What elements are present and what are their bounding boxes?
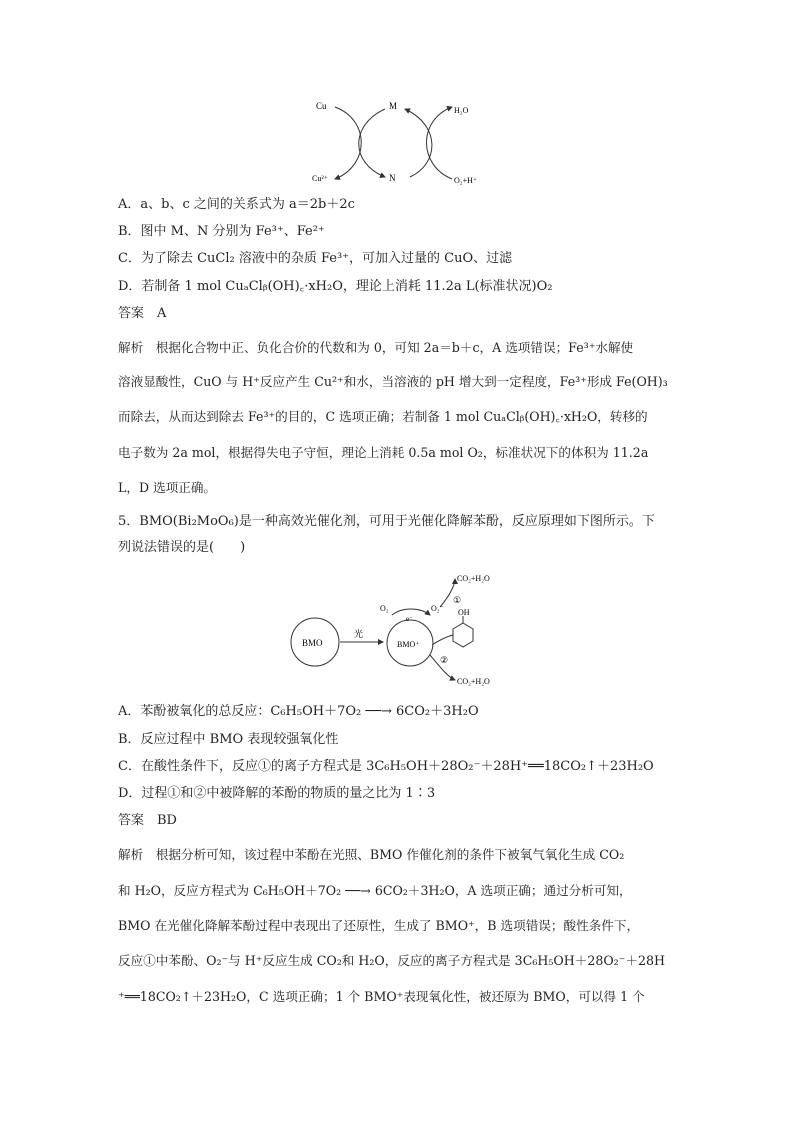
q5-analysis-line: ⁺══18CO₂↑＋23H₂O，C 选项正确；1 个 BMO⁺表现氧化性，被还原为 BMO，可以得 1 个 [118, 989, 645, 1004]
q4-analysis-line: 而除去，从而达到除去 Fe³⁺的目的，C 选项正确；若制备 1 mol CuₐClᵦ(OH)꜀·xH₂O，转移的 [118, 409, 648, 424]
q5-option-b: B．反应过程中 BMO 表现较强氧化性 [118, 732, 339, 747]
q4-answer: 答案 A [118, 306, 167, 321]
q5-option-a: A．苯酚被氧化的总反应：C₆H₅OH＋7O₂ ──→ 6CO₂＋3H₂O [118, 704, 479, 719]
light-label: 光 [354, 629, 364, 639]
q4-analysis-line: 溶液显酸性，CuO 与 H⁺反应产生 Cu²⁺和水，当溶液的 pH 增大到一定程度，Fe³⁺形成 Fe(OH)₃ [118, 374, 668, 389]
q5-option-d: D．过程①和②中被降解的苯酚的物质的量之比为 1∶3 [118, 786, 436, 801]
co2-h2o-bottom-label: CO₂+H₂O [457, 677, 490, 686]
q5-analysis-line: 和 H₂O，反应方程式为 C₆H₅OH＋7O₂ ──→ 6CO₂＋3H₂O，A 选项正确；通过分析可知， [118, 883, 632, 898]
q5-answer: 答案 BD [118, 813, 177, 828]
e-minus-label: e⁻ [406, 615, 413, 623]
cycle-label-cu: Cu [316, 101, 327, 111]
cycle-label-m: M [389, 101, 398, 111]
q5-analysis-line: 反应①中苯酚、O₂⁻与 H⁺反应生成 CO₂和 H₂O，反应的离子方程式是 3C₆H₅OH＋28O₂⁻＋28H [118, 953, 665, 968]
cycle-arrow-fe-up [405, 109, 432, 177]
cycle-arrow-o2 [427, 107, 453, 179]
cu-fe-cycle-diagram [300, 95, 500, 195]
q4-analysis-line: 解析 根据化合物中正、负化合价的代数和为 0，可知 2a＝b＋c，A 选项错误；Fe³⁺水解使 [118, 340, 634, 355]
q5-stem-line: 5．BMO(Bi₂MoO₆)是一种高效光催化剂，可用于光催化降解苯酚，反应原理如下图所示。下 [118, 514, 655, 529]
q4-option-a: A．a、b、c 之间的关系式为 a＝2b＋2c [118, 197, 355, 212]
phenol-ring [453, 623, 473, 647]
cycle-label-h2o: H₂O [454, 106, 469, 115]
q4-analysis-line: 电子数为 2a mol，根据得失电子守恒，理论上消耗 0.5a mol O₂，标准状况下的体积为 11.2a [118, 445, 649, 460]
co2-h2o-top-label: CO₂+H₂O [457, 574, 490, 583]
q4-option-d: D．若制备 1 mol CuₐClᵦ(OH)꜀·xH₂O，理论上消耗 11.2a L(标准状况)O₂ [118, 279, 553, 294]
q4-option-c: C．为了除去 CuCl₂ 溶液中的杂质 Fe³⁺，可加入过量的 CuO、过滤 [118, 251, 513, 266]
cycle-arrow-cu [335, 107, 361, 179]
bmo-photocatalysis-diagram [280, 565, 520, 695]
phenol-oh-label: OH [458, 608, 470, 617]
o2-label: O₂ [380, 604, 389, 613]
o2-minus-label: O₂⁻ [431, 604, 444, 613]
cycle-label-o2h: O₂+H⁺ [454, 176, 478, 185]
step1-label: ① [453, 595, 462, 605]
cycle-label-cu2: Cu²⁺ [312, 174, 328, 183]
q5-option-c: C．在酸性条件下，反应①的离子方程式是 3C₆H₅OH＋28O₂⁻＋28H⁺══18CO₂↑＋23H₂O [118, 759, 654, 774]
cycle-arrow-fe-down [359, 109, 385, 177]
q4-analysis-line: L，D 选项正确。 [118, 480, 217, 495]
bmo-plus-label: BMO⁺ [397, 640, 420, 649]
q5-analysis-line: BMO 在光催化降解苯酚过程中表现出了还原性，生成了 BMO⁺，B 选项错误；酸性条件下， [118, 918, 640, 933]
step2-label: ② [440, 655, 449, 665]
q5-analysis-line: 解析 根据分析可知，该过程中苯酚在光照、BMO 作催化剂的条件下被氧气氧化生成 CO₂ [118, 847, 625, 862]
bmo-label: BMO [302, 638, 323, 648]
cycle-label-n: N [389, 173, 396, 183]
q5-stem-line: 列说法错误的是( ) [118, 540, 246, 555]
q4-option-b: B．图中 M、N 分别为 Fe³⁺、Fe²⁺ [118, 224, 325, 239]
phenol-to-bmo-plus [432, 635, 453, 645]
